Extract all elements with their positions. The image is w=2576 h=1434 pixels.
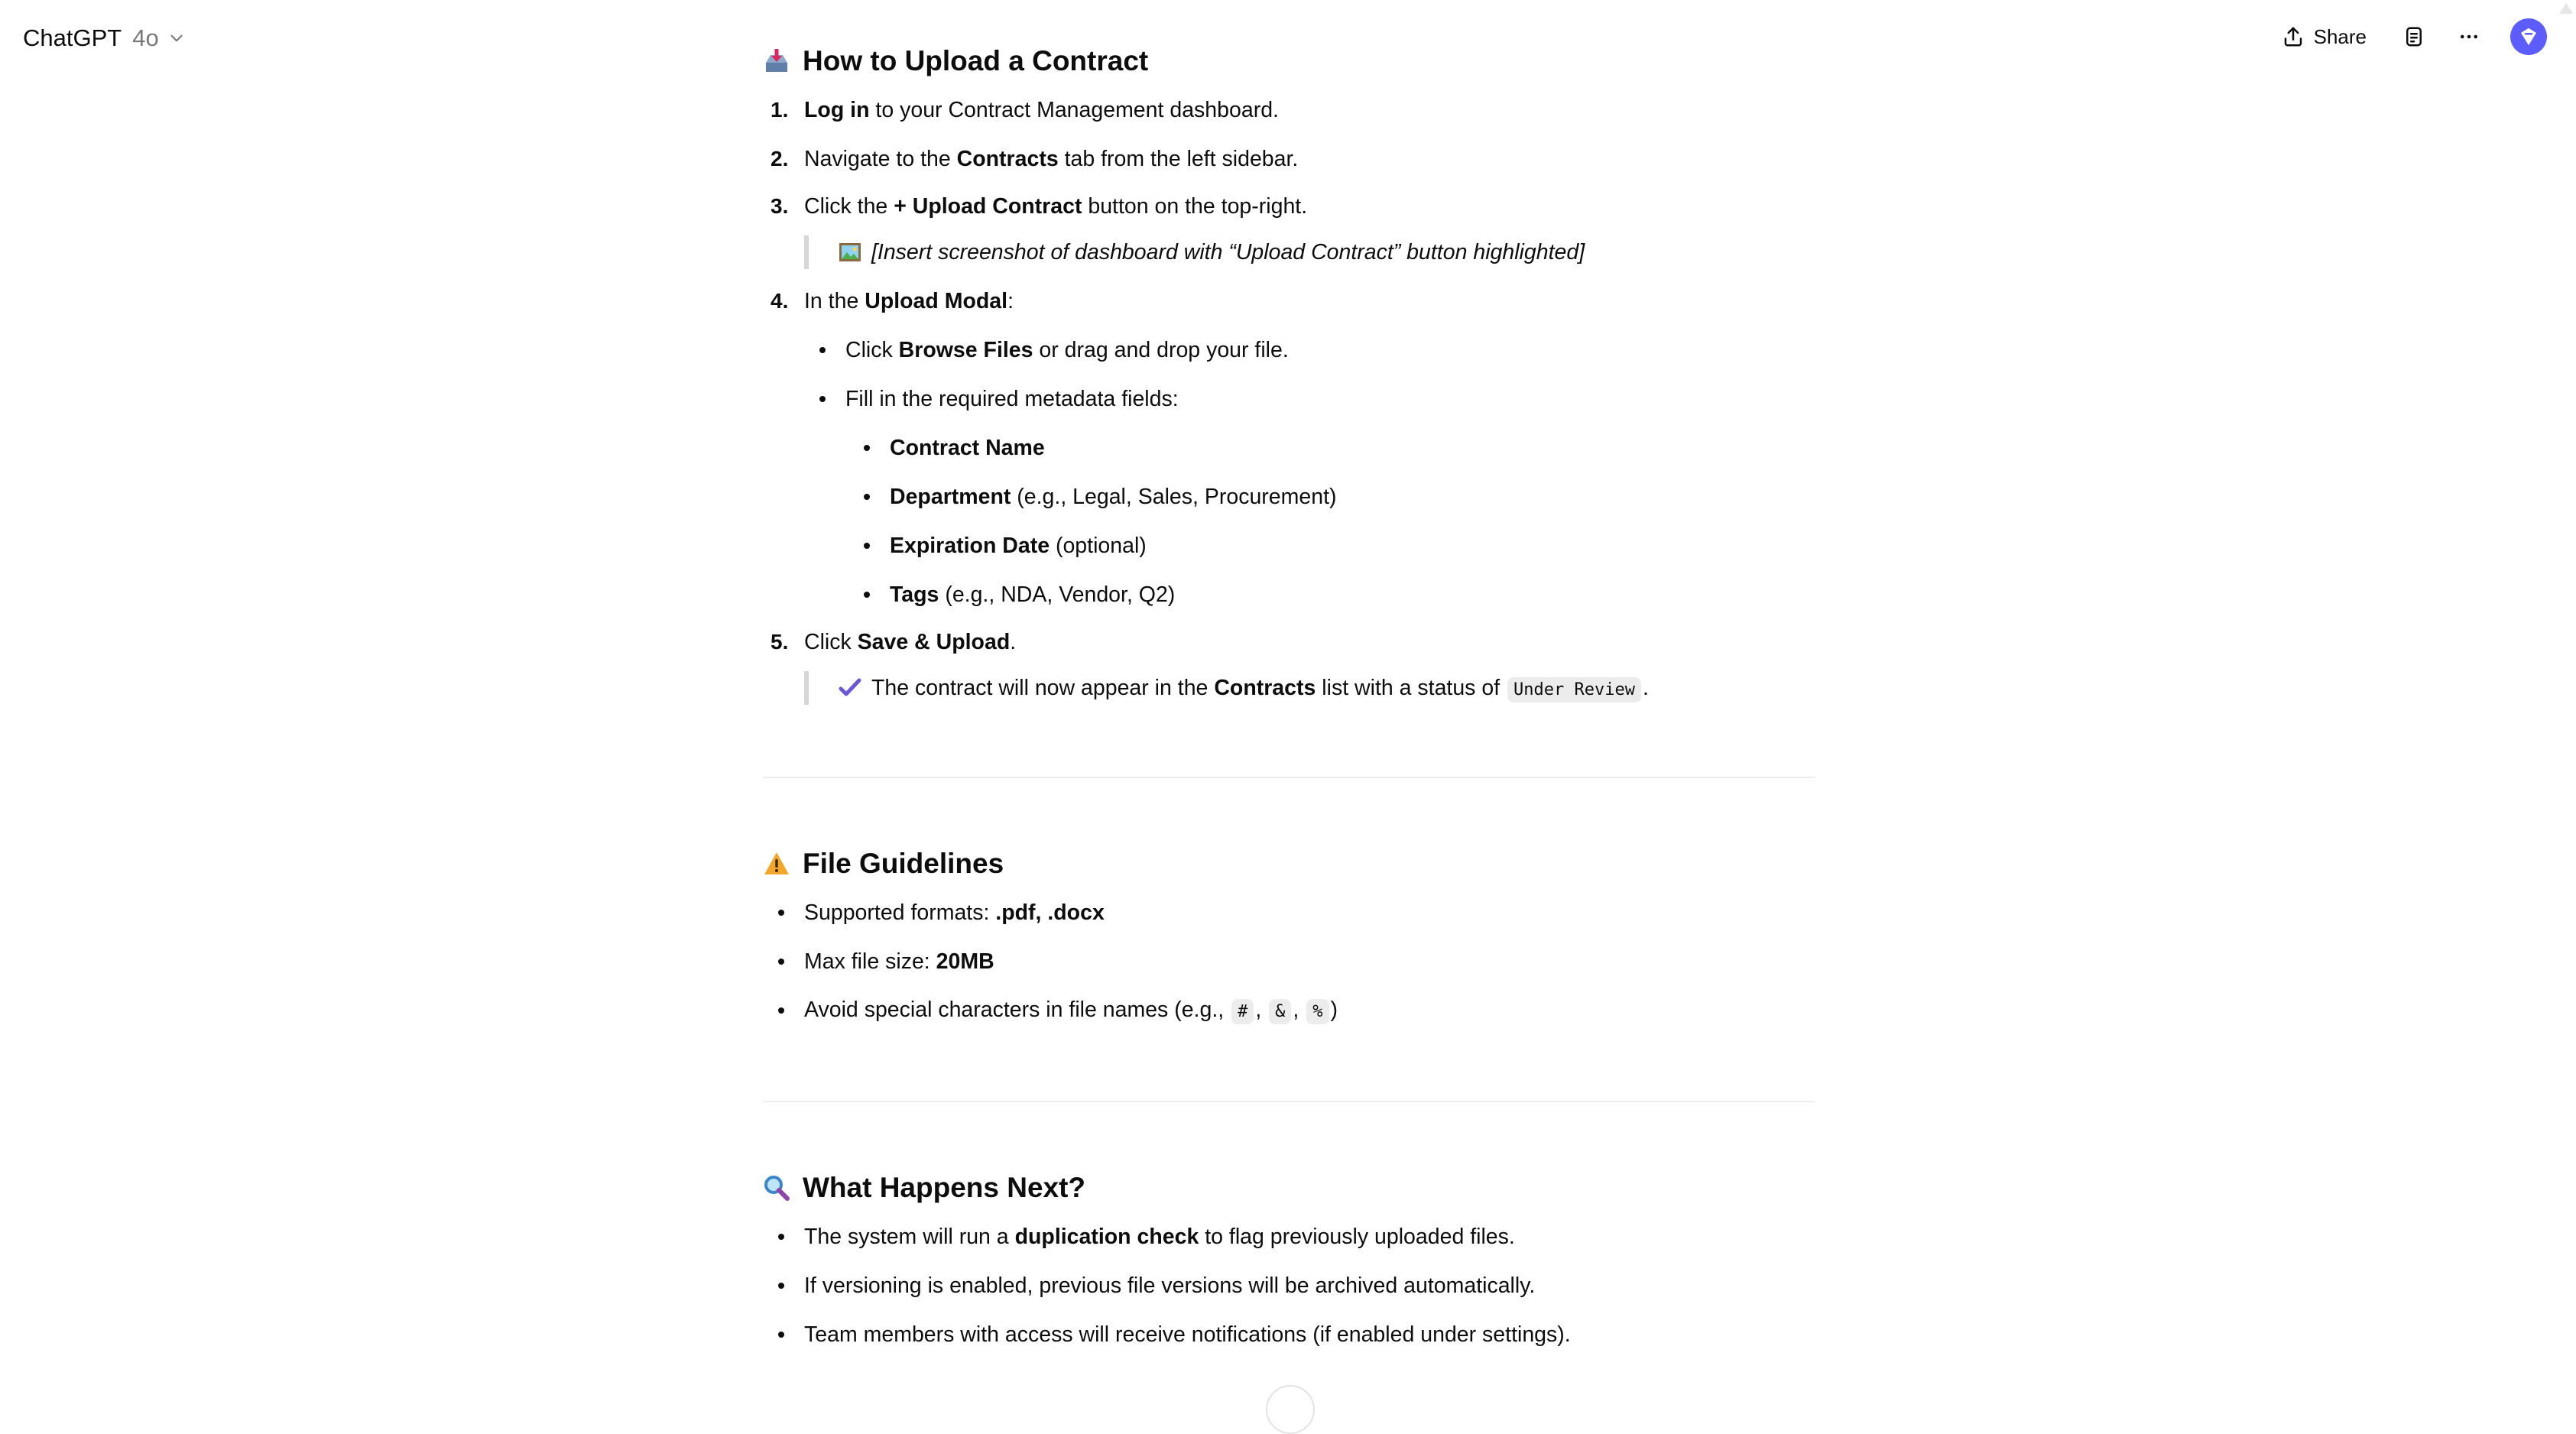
bold-text: Save & Upload [857, 630, 1011, 654]
section-heading-guidelines [763, 839, 1815, 888]
plus-badge-icon [2517, 25, 2540, 48]
canvas-button[interactable] [2394, 17, 2434, 57]
header-actions [2269, 17, 2547, 57]
plain-text: . [1010, 630, 1017, 654]
step-item [763, 619, 1815, 665]
plain-text: , [1293, 997, 1306, 1022]
bold-text: Contracts [956, 147, 1059, 171]
plain-text: . [1643, 675, 1649, 700]
item-text [890, 482, 1337, 512]
bold-text: 20MB [936, 949, 994, 974]
list-item [763, 472, 1815, 521]
bold-text: Expiration Date [890, 534, 1050, 558]
quote-text [871, 676, 1649, 701]
list-item [763, 937, 1815, 986]
message-content [763, 37, 1815, 1359]
bold-text: Browse Files [898, 338, 1033, 362]
item-text: Team members with access will receive notifications (if enabled under settings). [804, 1322, 1571, 1347]
plain-text: : [1007, 289, 1014, 313]
bold-text: + Upload Contract [894, 194, 1082, 219]
plain-text: , [1255, 997, 1268, 1022]
plain-text: The system will run a [804, 1225, 1015, 1249]
list-item [763, 1310, 1815, 1359]
step-number: 3. [771, 194, 789, 218]
list-item [763, 888, 1815, 937]
plain-text: Click [804, 630, 858, 654]
plain-text: (e.g., NDA, Vendor, Q2) [939, 582, 1176, 607]
list-item [763, 1261, 1815, 1310]
inline-code: % [1306, 999, 1329, 1024]
bullet [848, 494, 890, 500]
warning-icon [763, 850, 790, 878]
section-title: File Guidelines [803, 848, 1004, 879]
step-number: 2. [771, 147, 789, 170]
inbox-tray-icon [763, 47, 790, 75]
item-text [890, 530, 1147, 561]
magnifying-glass-icon [763, 1174, 790, 1202]
bold-text: Log in [804, 98, 870, 122]
section-heading-next [763, 1163, 1815, 1212]
item-text: If versioning is enabled, previous file versions will be archived automatically. [804, 1273, 1536, 1298]
step-text [804, 627, 1016, 657]
more-dots-icon [2458, 25, 2480, 48]
step-text [804, 191, 1307, 222]
bullet [848, 543, 890, 549]
step-number: 5. [771, 630, 789, 654]
document-icon [2402, 25, 2425, 48]
plain-text: list with a status of [1316, 675, 1507, 700]
framed-picture-icon [838, 240, 862, 264]
item-text [804, 994, 1338, 1027]
list-item [763, 570, 1815, 619]
blockquote [804, 235, 1815, 269]
share-icon [2282, 25, 2305, 48]
plain-text: to flag previously uploaded files. [1199, 1225, 1515, 1249]
list-item [763, 423, 1815, 472]
inline-code: # [1231, 999, 1254, 1024]
plain-text: In the [804, 289, 865, 313]
bullet [763, 1234, 804, 1240]
bold-text: Tags [890, 582, 939, 607]
plain-text: (e.g., Legal, Sales, Procurement) [1011, 485, 1337, 509]
bullet [763, 1283, 804, 1289]
bold-text: Department [890, 485, 1011, 509]
share-button[interactable] [2269, 17, 2379, 57]
item-text [804, 1221, 1515, 1252]
chevron-down-icon [167, 28, 187, 48]
plain-text: Click [845, 338, 899, 362]
item-text [890, 579, 1175, 610]
bold-text: Contracts [1214, 675, 1316, 700]
item-text [804, 946, 994, 977]
section-heading-upload [763, 37, 1815, 86]
step-text [804, 286, 1014, 316]
bullet [763, 959, 804, 965]
bullet [763, 1332, 804, 1338]
plain-text: Max file size: [804, 949, 936, 974]
bold-text: .pdf, .docx [995, 900, 1105, 925]
item-text [890, 433, 1045, 463]
list-item [763, 521, 1815, 570]
corner-indicator [2559, 3, 2573, 14]
model-version: 4o [132, 24, 159, 51]
section-title: How to Upload a Contract [803, 45, 1149, 76]
list-item [763, 375, 1815, 423]
step-text [804, 144, 1298, 174]
bullet [804, 347, 845, 353]
scroll-down-button[interactable] [1266, 1385, 1315, 1434]
share-label: Share [2313, 24, 2367, 48]
plain-text: or drag and drop your file. [1033, 338, 1289, 362]
plain-text: Navigate to the [804, 147, 957, 171]
step-item [763, 183, 1815, 229]
bullet [848, 592, 890, 598]
section-title: What Happens Next? [803, 1172, 1086, 1203]
plain-text: ) [1330, 997, 1338, 1022]
item-text: Fill in the required metadata fields: [845, 387, 1179, 411]
check-mark-icon [838, 676, 862, 700]
bold-text: Upload Modal [865, 289, 1008, 313]
step-text [804, 95, 1279, 125]
plain-text: The contract will now appear in the [871, 675, 1215, 700]
inline-code: & [1269, 999, 1291, 1024]
plain-text: (optional) [1050, 534, 1147, 558]
plain-text: tab from the left sidebar. [1058, 147, 1299, 171]
list-item [763, 326, 1815, 375]
bold-text: duplication check [1014, 1225, 1199, 1249]
list-item [763, 986, 1815, 1035]
step-number: 1. [771, 98, 789, 122]
plain-text: Avoid special characters in file names (e.g., [804, 997, 1231, 1022]
list-item [763, 1212, 1815, 1261]
plain-text: Supported formats: [804, 900, 996, 925]
bullet [763, 1007, 804, 1014]
quote-text: [Insert screenshot of dashboard with “Upload Contract” button highlighted] [871, 239, 1585, 264]
step-item [763, 277, 1815, 326]
bold-text: Contract Name [890, 436, 1045, 460]
bullet [763, 910, 804, 916]
inline-code: Under Review [1507, 677, 1641, 702]
plain-text: button on the top-right. [1082, 194, 1308, 219]
avatar[interactable] [2510, 18, 2547, 55]
model-name: ChatGPT [23, 24, 122, 51]
step-item [763, 86, 1815, 135]
plain-text: to your Contract Management dashboard. [869, 98, 1279, 122]
blockquote [804, 671, 1815, 705]
more-options-button[interactable] [2449, 17, 2489, 57]
item-text [804, 897, 1105, 928]
bullet [848, 445, 890, 451]
model-selector[interactable] [23, 20, 187, 57]
plain-text: Click the [804, 194, 894, 219]
bullet [804, 396, 845, 402]
step-number: 4. [771, 289, 789, 313]
step-item [763, 135, 1815, 183]
item-text [845, 335, 1289, 365]
